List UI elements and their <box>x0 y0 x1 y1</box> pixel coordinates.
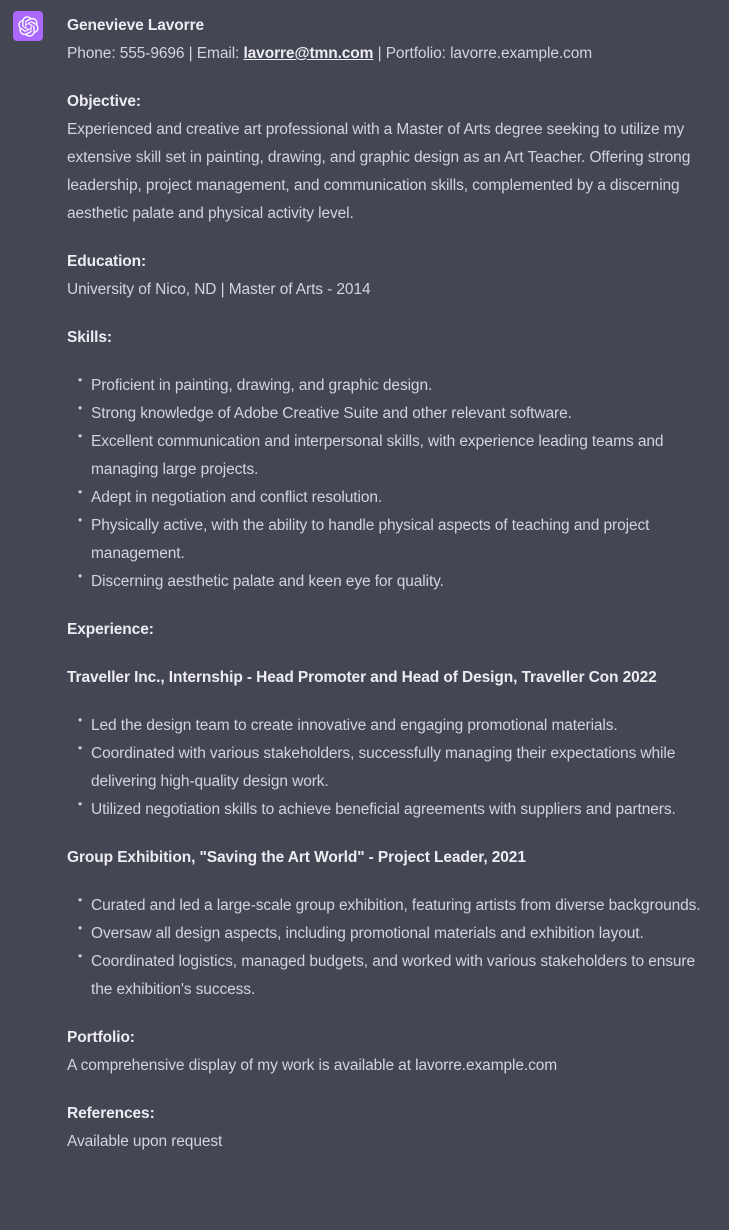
email-link[interactable]: lavorre@tmn.com <box>243 45 374 62</box>
objective-text: Experienced and creative art professional with a Master of Arts degree seeking to utilize my extensive skill set in painting, drawing, and graphic design as an Art Teacher. Offering strong leadership, project management, and communication skills, complemented by a discerning aesthetic palate and physical activity level. <box>67 121 691 222</box>
portfolio-heading: Portfolio: <box>67 1029 135 1046</box>
portfolio-text: A comprehensive display of my work is available at lavorre.example.com <box>67 1057 558 1074</box>
objective-heading: Objective: <box>67 93 141 110</box>
skills-heading-block <box>67 324 717 352</box>
header-block <box>67 12 717 68</box>
list-item: • Physically active, with the ability to handle physical aspects of teaching and project management. <box>91 512 717 568</box>
education-text: University of Nico, ND | Master of Arts - 2014 <box>67 281 371 298</box>
list-item: • Utilized negotiation skills to achieve beneficial agreements with suppliers and partners. <box>91 796 717 824</box>
references-heading: References: <box>67 1105 155 1122</box>
list-item: • Coordinated with various stakeholders, successfully managing their expectations while delivering high-quality design work. <box>91 740 717 796</box>
job-1-list <box>67 712 717 824</box>
contact-suffix: | Portfolio: lavorre.example.com <box>373 45 593 62</box>
list-item: • Oversaw all design aspects, including promotional materials and exhibition layout. <box>91 920 717 948</box>
openai-logo-icon <box>18 16 39 37</box>
job-title: Group Exhibition, "Saving the Art World" - Project Leader, 2021 <box>67 849 526 866</box>
contact-line <box>67 45 592 62</box>
list-item: • Coordinated logistics, managed budgets, and worked with various stakeholders to ensure the exhibition's success. <box>91 948 717 1004</box>
objective-section <box>67 88 717 228</box>
resume-name: Genevieve Lavorre <box>67 17 205 34</box>
education-heading: Education: <box>67 253 147 270</box>
assistant-avatar <box>13 11 43 41</box>
list-item: • Excellent communication and interpersonal skills, with experience leading teams and managing large projects. <box>91 428 717 484</box>
education-section <box>67 248 717 304</box>
list-item: • Adept in negotiation and conflict resolution. <box>91 484 717 512</box>
experience-heading: Experience: <box>67 621 154 638</box>
job-title: Traveller Inc., Internship - Head Promoter and Head of Design, Traveller Con 2022 <box>67 669 657 686</box>
list-item: • Strong knowledge of Adobe Creative Suite and other relevant software. <box>91 400 717 428</box>
references-text: Available upon request <box>67 1133 223 1150</box>
list-item: • Curated and led a large-scale group exhibition, featuring artists from diverse backgrounds. <box>91 892 717 920</box>
resume-content <box>67 12 717 1156</box>
list-item: • Led the design team to create innovative and engaging promotional materials. <box>91 712 717 740</box>
references-section <box>67 1100 717 1156</box>
skills-heading: Skills: <box>67 329 112 346</box>
job-title-block <box>67 664 717 692</box>
list-item: • Discerning aesthetic palate and keen eye for quality. <box>91 568 717 596</box>
skills-list <box>67 372 717 596</box>
experience-heading-block <box>67 616 717 644</box>
list-item: • Proficient in painting, drawing, and graphic design. <box>91 372 717 400</box>
portfolio-section <box>67 1024 717 1080</box>
job-title-block <box>67 844 717 872</box>
contact-prefix: Phone: 555-9696 | Email: <box>67 45 244 62</box>
job-2-list <box>67 892 717 1004</box>
